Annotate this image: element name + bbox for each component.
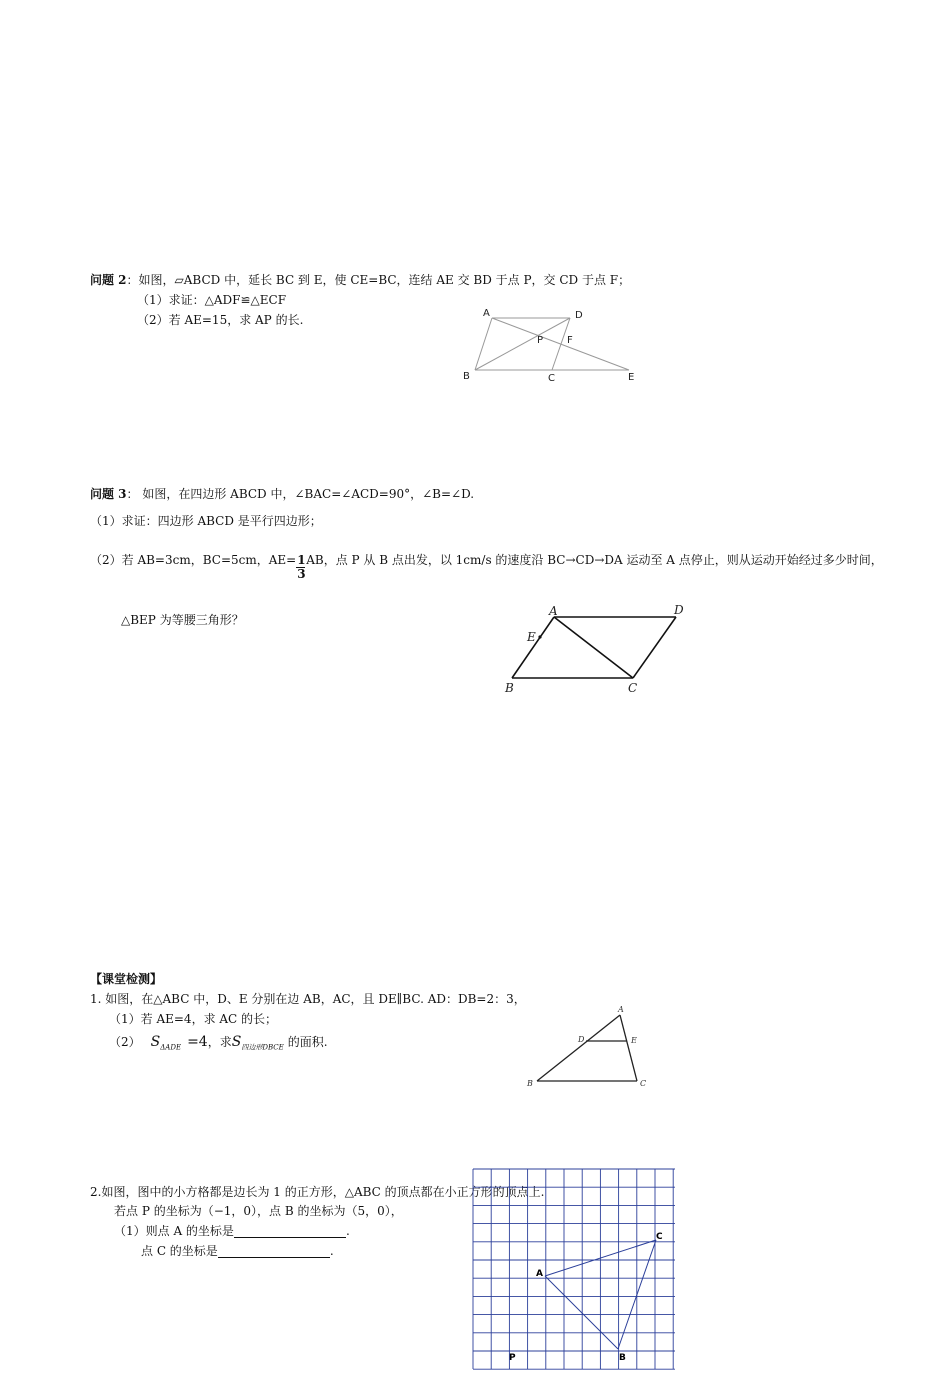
- point-label-b: B: [619, 1353, 626, 1363]
- fraction-numerator: 1: [297, 553, 306, 567]
- point-label-d: D: [674, 603, 684, 617]
- point-label-e: E: [527, 630, 536, 644]
- point-label-d: D: [578, 1035, 585, 1044]
- fraction-denominator: 3: [297, 567, 306, 581]
- point-label-b: B: [527, 1079, 533, 1088]
- check-item-2-text: 2.如图，图中的小方格都是边长为 1 的正方形，△ABC 的顶点都在小正方形的顶点上.: [90, 1185, 545, 1199]
- point-label-c: C: [628, 681, 638, 695]
- edge-ab: [545, 1276, 618, 1349]
- point-label-c: C: [548, 373, 555, 384]
- section-heading: 【课堂检测】: [90, 972, 163, 986]
- point-label-e: E: [628, 372, 635, 383]
- point-label-b: B: [463, 371, 470, 382]
- problem-3-text: ： 如图，在四边形 ABCD 中，∠BAC=∠ACD=90°，∠B=∠D.: [126, 487, 475, 501]
- ask-text: ，求: [207, 1035, 232, 1049]
- point-label-p: P: [537, 335, 544, 346]
- point-label-a: A: [618, 1005, 624, 1014]
- point-label-f: F: [567, 335, 573, 346]
- problem-3-q2-line2: △BEP 为等腰三角形？: [121, 613, 244, 627]
- point-label-a: A: [536, 1269, 543, 1279]
- check-item-1-q1: （1）若 AE=4，求 AC 的长；: [109, 1012, 278, 1026]
- q2-prefix: （2）: [109, 1035, 141, 1049]
- check-item-1-text: 1. 如图，在△ABC 中，D、E 分别在边 AB，AC，且 DE∥BC. AD：DB=2：3，: [90, 992, 526, 1006]
- point-label-b: B: [505, 681, 514, 695]
- point-label-a: A: [549, 604, 558, 618]
- problem-3-q1: （1）求证：四边形 ABCD 是平行四边形；: [90, 514, 322, 528]
- area-subscript-ade: ΔADE: [160, 1043, 182, 1052]
- q1-end: .: [345, 1224, 350, 1238]
- problem-2-q2: （2）若 AE=15，求 AP 的长.: [137, 313, 304, 327]
- area-symbol-dbce: S: [231, 1034, 242, 1050]
- grid: [473, 1169, 675, 1369]
- area-question-end: 的面积.: [287, 1035, 328, 1049]
- area-value: =4: [187, 1034, 208, 1050]
- point-label-c: C: [656, 1232, 663, 1242]
- q2-prefix: 点 C 的坐标是: [141, 1244, 218, 1258]
- area-symbol-ade: S: [150, 1034, 161, 1050]
- point-label-c: C: [640, 1079, 647, 1088]
- check-item-2-line2: 若点 P 的坐标为（−1，0），点 B 的坐标为（5，0），: [114, 1204, 403, 1218]
- point-label-p: P: [509, 1353, 516, 1363]
- point-label-d: D: [575, 310, 583, 321]
- problem-3-label: 问题 3: [90, 487, 127, 501]
- problem-2-label: 问题 2: [90, 273, 127, 287]
- q2-end: .: [329, 1244, 334, 1258]
- area-subscript-dbce: 四边形DBCE: [241, 1043, 284, 1052]
- problem-3-q2-prefix: （2）若 AB=3cm，BC=5cm，AE=: [90, 553, 297, 567]
- problem-2-text: ：如图，▱ABCD 中，延长 BC 到 E，使 CE=BC，连结 AE 交 BD 于点 P，交 CD 于点 F；: [126, 273, 631, 287]
- problem-2-q1: （1）求证：△ADF≌△ECF: [137, 293, 287, 307]
- problem-3-q2-suffix: AB，点 P 从 B 点出发，以 1cm/s 的速度沿 BC→CD→DA 运动至 A 点停止，则从运动开始经过多少时间，: [306, 553, 883, 567]
- point-label-a: A: [483, 308, 490, 319]
- point-label-e: E: [631, 1036, 637, 1045]
- q1-prefix: （1）则点 A 的坐标是: [114, 1224, 234, 1238]
